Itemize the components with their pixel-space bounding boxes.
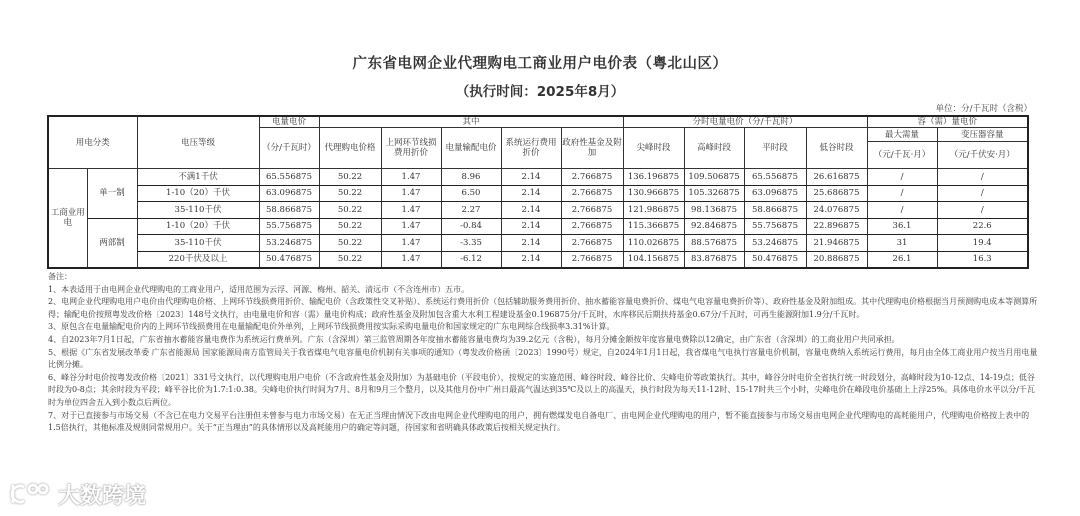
- flat-cell: 53.246875: [744, 235, 806, 252]
- agent-cell: 50.22: [319, 202, 381, 219]
- gov-fund-cell: 2.766875: [561, 185, 623, 202]
- note-item: 7、对于已直接参与市场交易（不含已在电力交易平台注册但未曾参与电力市场交易）在无正当理由情况下改由电网企业代理购电的用户，拥有燃煤发电自备电厂、由电网企业代理购电的用户，暂不能直接参与市场交易由电网企业代理购电的高耗能用户，代理购电价格按上表中的1.5倍执行，其他标准及规则同常规用户。关于“正当理由”的具体情形以及高耗能用户的确定等问题，待国家和省明确具体政策后按相关规定执行。: [48, 410, 1030, 433]
- table-row: [48, 169, 1028, 186]
- flat-cell: 50.476875: [744, 251, 806, 268]
- agent-cell: 50.22: [319, 185, 381, 202]
- price-table: [47, 115, 1029, 269]
- loss-cell: 1.47: [381, 185, 441, 202]
- header-valley: 低谷时段: [806, 128, 867, 169]
- system-ops-cell: 2.14: [501, 202, 561, 219]
- sharp-peak-cell: 136.196875: [623, 169, 684, 186]
- agent-cell: 50.22: [319, 169, 381, 186]
- flat-cell: 65.556875: [744, 169, 806, 186]
- energy-cell: 58.866875: [259, 202, 319, 219]
- transformer-cell: 16.3: [937, 251, 1028, 268]
- header-voltage: 电压等级: [137, 116, 259, 169]
- loss-cell: 1.47: [381, 218, 441, 235]
- group-label: 单一制: [87, 169, 137, 219]
- flat-cell: 63.096875: [744, 185, 806, 202]
- header-transmission: 电量输配电价: [441, 128, 501, 169]
- gov-fund-cell: 2.766875: [561, 218, 623, 235]
- unit-label: 单位：分/千瓦时（含税）: [935, 104, 1032, 114]
- group-label: 两部制: [87, 218, 137, 268]
- voltage-cell: 1-10（20）千伏: [137, 185, 259, 202]
- max-demand-cell: /: [867, 185, 937, 202]
- transmission-cell: -6.12: [441, 251, 501, 268]
- note-item: 1、本表适用于由电网企业代理购电的工商业用户，适用范围为云浮、河源、梅州、韶关、清远市（不含连州市）五市。: [48, 284, 470, 294]
- notes-section: [48, 271, 1038, 435]
- peak-cell: 88.576875: [684, 235, 744, 252]
- flat-cell: 55.756875: [744, 218, 806, 235]
- peak-cell: 83.876875: [684, 251, 744, 268]
- transformer-cell: 22.6: [937, 218, 1028, 235]
- peak-cell: 109.506875: [684, 169, 744, 186]
- header-capacity-group: 容（需）量电价: [867, 116, 1028, 128]
- valley-cell: 26.616875: [806, 169, 867, 186]
- peak-cell: 98.136875: [684, 202, 744, 219]
- system-ops-cell: 2.14: [501, 169, 561, 186]
- agent-cell: 50.22: [319, 218, 381, 235]
- table-row: [48, 218, 1028, 235]
- note-item: 2、电网企业代理购电用户电价由代理购电价格、上网环节线损费用折价、输配电价（含政策性交叉补贴）、系统运行费用折价（包括辅助服务费用折价、抽水蓄能容量电费折价、煤电气电容量电费折价等）、政府性基金及附加组成。其中代理购电价格根据当月预测购电成本等测算所得；输配电价按照粤发改价格〔2023〕148号文执行，由电量电价和容（需）量电价构成；政府性基金及附加包含重大水利工程建设基金0.196875分/千瓦时，水库移民后期扶持基金0.67分/千瓦时，可再生能源附加1.9分/千瓦时。: [48, 297, 1038, 319]
- gov-fund-cell: 2.766875: [561, 251, 623, 268]
- loss-cell: 1.47: [381, 251, 441, 268]
- max-demand-cell: 26.1: [867, 251, 937, 268]
- energy-cell: 63.096875: [259, 185, 319, 202]
- energy-cell: 65.556875: [259, 169, 319, 186]
- energy-cell: 53.246875: [259, 235, 319, 252]
- flat-cell: 58.866875: [744, 202, 806, 219]
- max-demand-cell: /: [867, 202, 937, 219]
- header-grid-loss: 上网环节线损费用折价: [381, 128, 441, 169]
- agent-cell: 50.22: [319, 235, 381, 252]
- sharp-peak-cell: 104.156875: [623, 251, 684, 268]
- watermark: [8, 478, 146, 510]
- transmission-cell: 8.96: [441, 169, 501, 186]
- loss-cell: 1.47: [381, 235, 441, 252]
- transformer-cell: /: [937, 202, 1028, 219]
- header-max-demand-unit: （元/千瓦·月）: [867, 142, 937, 169]
- valley-cell: 21.946875: [806, 235, 867, 252]
- transmission-cell: 6.50: [441, 185, 501, 202]
- transmission-cell: -3.35: [441, 235, 501, 252]
- execution-date: （执行时间：2025年8月）: [455, 84, 625, 100]
- transmission-cell: -0.84: [441, 218, 501, 235]
- sharp-peak-cell: 115.366875: [623, 218, 684, 235]
- header-agent-price: 代理购电价格: [319, 128, 381, 169]
- note-item: 4、自2023年7月1日起，广东省抽水蓄能容量电费作为系统运行费单列。广东（含深圳）第三监管周期各年度抽水蓄能容量电费均为39.2亿元（含税），每月分摊金额按年度容量电费除以12确定，由广东省（含深圳）的工商业用户共同承担。: [48, 334, 900, 344]
- max-demand-cell: 31: [867, 235, 937, 252]
- header-category: 用电分类: [48, 116, 137, 169]
- system-ops-cell: 2.14: [501, 218, 561, 235]
- table-row: [48, 251, 1028, 268]
- header-flat: 平时段: [744, 128, 806, 169]
- note-item: 3、原包含在电量输配电价内的上网环节线损费用在电量输配电价外单列，上网环节线损费用按实际采购电量电价和国家规定的广东电网综合线损率3.31%计算。: [48, 322, 615, 332]
- header-system-ops: 系统运行费用折价: [501, 128, 561, 169]
- valley-cell: 20.886875: [806, 251, 867, 268]
- header-transformer-unit: （元/千伏安·月）: [937, 142, 1028, 169]
- voltage-cell: 1-10（20）千伏: [137, 218, 259, 235]
- system-ops-cell: 2.14: [501, 251, 561, 268]
- header-energy-price-unit: （分/千瓦时）: [259, 128, 319, 169]
- voltage-cell: 不满1千伏: [137, 169, 259, 186]
- transformer-cell: /: [937, 169, 1028, 186]
- page-title: 广东省电网企业代理购电工商业用户电价表（粤北山区）: [352, 56, 728, 72]
- loss-cell: 1.47: [381, 169, 441, 186]
- watermark-text: 大数跨境: [58, 483, 147, 509]
- sharp-peak-cell: 121.986875: [623, 202, 684, 219]
- header-gov-fund: 政府性基金及附加: [561, 128, 623, 169]
- sharp-peak-cell: 110.026875: [623, 235, 684, 252]
- valley-cell: 24.076875: [806, 202, 867, 219]
- table-row: [48, 202, 1028, 219]
- energy-cell: 55.756875: [259, 218, 319, 235]
- table-row: [48, 235, 1028, 252]
- transformer-cell: 19.4: [937, 235, 1028, 252]
- system-ops-cell: 2.14: [501, 185, 561, 202]
- header-energy-price: 电量电价: [259, 116, 319, 128]
- voltage-cell: 220千伏及以上: [137, 251, 259, 268]
- energy-cell: 50.476875: [259, 251, 319, 268]
- gov-fund-cell: 2.766875: [561, 235, 623, 252]
- watermark-logo-icon: [8, 481, 52, 507]
- notes-heading: 备注：: [48, 272, 72, 281]
- transformer-cell: /: [937, 185, 1028, 202]
- system-ops-cell: 2.14: [501, 235, 561, 252]
- agent-cell: 50.22: [319, 251, 381, 268]
- table-row: [48, 185, 1028, 202]
- max-demand-cell: /: [867, 169, 937, 186]
- valley-cell: 25.686875: [806, 185, 867, 202]
- sharp-peak-cell: 130.966875: [623, 185, 684, 202]
- note-item: 5、根据《广东省发展改革委 广东省能源局 国家能源局南方监管局关于我省煤电气电容量电价机制有关事项的通知》（粤发改价格函〔2023〕1990号）规定，自2024年1月1日起，我省煤电气电执行容量电价机制，容量电费纳入系统运行费用，每月由全体工商业用户按当月用电量比例分摊。: [48, 347, 1038, 370]
- header-sharp-peak: 尖峰时段: [623, 128, 684, 169]
- header-peak: 高峰时段: [684, 128, 744, 169]
- category-cell: 工商业用电: [48, 169, 87, 269]
- gov-fund-cell: 2.766875: [561, 169, 623, 186]
- transmission-cell: 2.27: [441, 202, 501, 219]
- voltage-cell: 35-110千伏: [137, 235, 259, 252]
- peak-cell: 105.326875: [684, 185, 744, 202]
- header-tou-group: 分时电量电价（分/千瓦时）: [623, 116, 867, 128]
- voltage-cell: 35-110千伏: [137, 202, 259, 219]
- note-item: 6、峰谷分时电价按粤发改价格〔2021〕331号文执行，以代理购电用户电价（不含政府性基金及附加）为基础电价（平段电价），按规定的实施范围、峰谷时段、峰谷比价、尖峰电价等政策执行。其中，峰谷分时电价全省执行统一时段划分，高峰时段为10-12点、14-19点；低谷时段为0-8点；其余时段为平段；峰平谷比价为1.7:1:0.38。尖峰电价执行时间为7月、8月和9月三个整月，以及其他月份中广州日最高气温达到35℃及以上的高温天，执行时段为每天11-12时、15-17时共三个小时，尖峰电价在峰段电价基础上上浮25%。具体电价水平以分/千瓦时为单位四舍五入到小数点后两位。: [48, 372, 1035, 407]
- loss-cell: 1.47: [381, 202, 441, 219]
- peak-cell: 92.846875: [684, 218, 744, 235]
- header-of-which: 其中: [319, 116, 623, 128]
- valley-cell: 22.896875: [806, 218, 867, 235]
- header-transformer: 变压器容量: [937, 128, 1028, 142]
- gov-fund-cell: 2.766875: [561, 202, 623, 219]
- max-demand-cell: 36.1: [867, 218, 937, 235]
- header-max-demand: 最大需量: [867, 128, 937, 142]
